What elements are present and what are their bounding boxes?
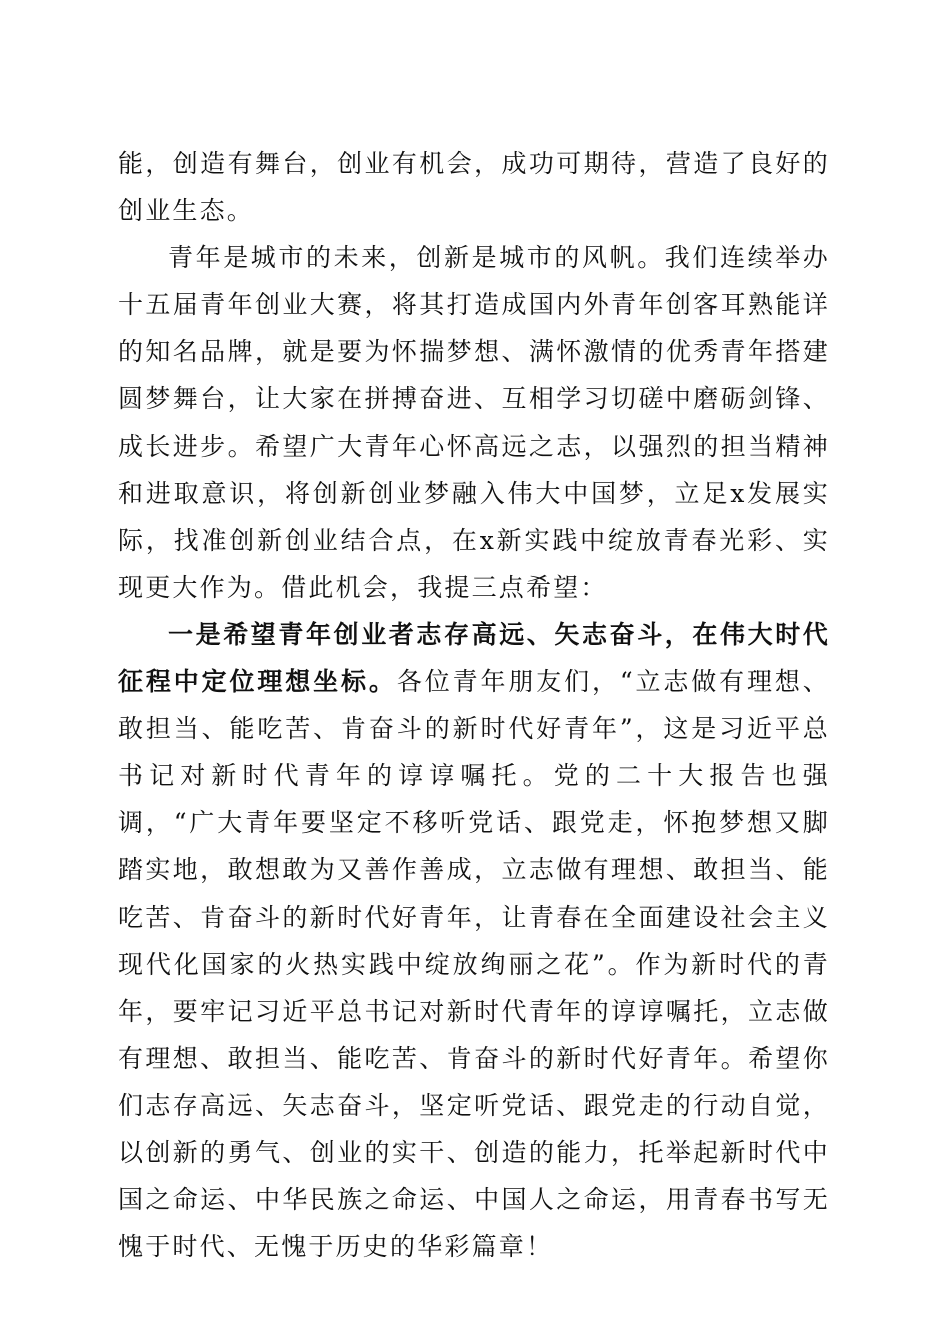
document-body: [118, 140, 830, 1270]
paragraph-continuation: [118, 140, 830, 234]
paragraph-text: 各位青年朋友们，“立志做有理想、敢担当、能吃苦、肯奋斗的新时代好青年”，这是习近平总书记对新时代青年的谆谆嘱托。党的二十大报告也强调，“广大青年要坚定不移听党话、跟党走，怀抱梦想又脚踏实地，敢想敢为又善作善成，立志做有理想、敢担当、能吃苦、肯奋斗的新时代好青年，让青春在全面建设社会主义现代化国家的火热实践中绽放绚丽之花”。作为新时代的青年，要牢记习近平总书记对新时代青年的谆谆嘱托，立志做有理想、敢担当、能吃苦、肯奋斗的新时代好青年。希望你们志存高远、矢志奋斗，坚定听党话、跟党走的行动自觉，以创新的勇气、创业的实干、创造的能力，托举起新时代中国之命运、中华民族之命运、中国人之命运，用青春书写无愧于时代、无愧于历史的华彩篇章！: [118, 667, 830, 1262]
paragraph-youth-city: [118, 234, 830, 611]
paragraph-heading: 一是希望青年创业者志存高远、矢志奋斗，在伟大时代征程中定位理想坐标。: [118, 619, 830, 697]
paragraph-first-hope: [118, 611, 830, 1270]
paragraph-text: 青年是城市的未来，创新是城市的风帆。我们连续举办十五届青年创业大赛，将其打造成国内外青年创客耳熟能详的知名品牌，就是要为怀揣梦想、满怀激情的优秀青年搭建圆梦舞台，让大家在拼搏奋进、互相学习切磋中磨砺剑锋、成长进步。希望广大青年心怀高远之志，以强烈的担当精神和进取意识，将创新创业梦融入伟大中国梦，立足x发展实际，找准创新创业结合点，在x新实践中绽放青春光彩、实现更大作为。借此机会，我提三点希望：: [118, 243, 830, 602]
paragraph-text: 能，创造有舞台，创业有机会，成功可期待，营造了良好的创业生态。: [118, 149, 830, 226]
